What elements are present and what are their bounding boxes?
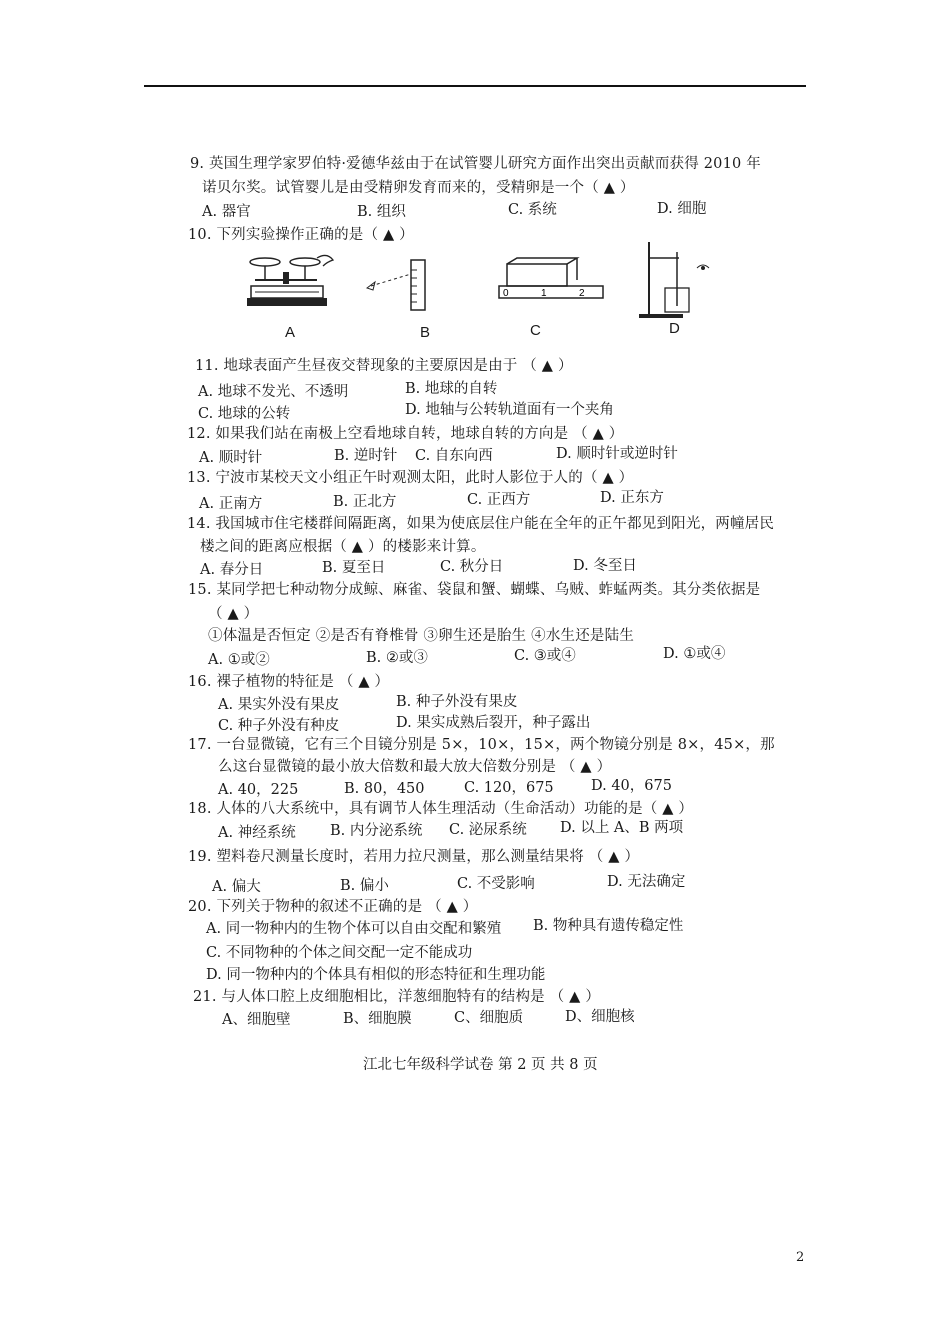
q21-option-c: C、细胞质 (454, 1010, 524, 1026)
q11-option-c: C. 地球的公转 (198, 406, 291, 422)
q20-option-b: B. 物种具有遗传稳定性 (533, 918, 684, 934)
balance-figure (243, 252, 343, 314)
q21-option-d: D、细胞核 (565, 1009, 635, 1025)
q20-option-d: D. 同一物种内的个体具有相似的形态特征和生理功能 (206, 967, 546, 983)
q10-stem: 10. 下列实验操作正确的是（ ▲ ） (188, 227, 414, 243)
q16-option-b: B. 种子外没有果皮 (396, 694, 518, 710)
q21-option-b: B、细胞膜 (343, 1011, 412, 1027)
q17-option-a: A. 40，225 (218, 782, 299, 798)
q18-option-d: D. 以上 A、B 两项 (560, 820, 684, 836)
q21-option-a: A、细胞壁 (222, 1012, 291, 1028)
q11-option-a: A. 地球不发光、不透明 (198, 384, 349, 400)
q17-option-c: C. 120，675 (464, 780, 554, 796)
thermometer-figure (633, 238, 725, 320)
q18-option-b: B. 内分泌系统 (330, 823, 423, 839)
header-rule (144, 85, 806, 87)
q17-option-b: B. 80，450 (344, 781, 425, 797)
q18-stem: 18. 人体的八大系统中，具有调节人体生理活动（生命活动）功能的是（ ▲ ） (188, 801, 694, 817)
q14-stem-line2: 楼之间的距离应根据（ ▲ ）的楼影来计算。 (200, 539, 486, 555)
q12-option-a: A. 顺时针 (199, 450, 263, 466)
q17-option-d: D. 40，675 (591, 778, 672, 794)
q12-option-d: D. 顺时针或逆时针 (556, 446, 678, 462)
q21-stem: 21. 与人体口腔上皮细胞相比，洋葱细胞特有的结构是 （ ▲ ） (193, 989, 601, 1005)
q15-option-c: C. ③或④ (514, 648, 576, 664)
q20-option-c: C. 不同物种的个体之间交配一定不能成功 (206, 945, 473, 961)
ruler-tick-0: 0 (503, 288, 509, 299)
q13-option-a: A. 正南方 (199, 496, 263, 512)
q15-stem-line1: 15. 某同学把七种动物分成鲸、麻雀、袋鼠和蟹、蝴蝶、乌贼、蚱蜢两类。其分类依据是 (188, 582, 761, 598)
q13-stem: 13. 宁波市某校天文小组正午时观测太阳，此时人影位于人的（ ▲ ） (187, 470, 634, 486)
q12-stem: 12. 如果我们站在南极上空看地球自转，地球自转的方向是 （ ▲ ） (187, 426, 624, 442)
q20-stem: 20. 下列关于物种的叙述不正确的是 （ ▲ ） (188, 899, 478, 915)
q10-label-c: C (530, 322, 541, 339)
q16-stem: 16. 裸子植物的特征是 （ ▲ ） (188, 674, 390, 690)
page-number: 2 (796, 1250, 805, 1265)
q18-option-c: C. 泌尿系统 (449, 822, 527, 838)
q19-option-d: D. 无法确定 (607, 874, 686, 890)
q19-option-c: C. 不受影响 (457, 876, 535, 892)
q14-option-b: B. 夏至日 (322, 560, 386, 576)
cylinder-figure (363, 256, 453, 316)
q14-option-d: D. 冬至日 (573, 558, 637, 574)
q16-option-d: D. 果实成熟后裂开，种子露出 (396, 715, 591, 731)
q14-option-c: C. 秋分日 (440, 559, 504, 575)
q9-option-a: A. 器官 (202, 204, 251, 220)
q13-option-d: D. 正东方 (600, 490, 664, 506)
q15-option-d: D. ①或④ (663, 646, 726, 662)
q19-stem: 19. 塑料卷尺测量长度时，若用力拉尺测量，那么测量结果将 （ ▲ ） (188, 849, 640, 865)
q17-stem-line1: 17. 一台显微镜，它有三个目镜分别是 5×，10×，15×，两个物镜分别是 8×，45×，那 (188, 737, 775, 753)
ruler-tick-2: 2 (579, 288, 585, 299)
q10-label-a: A (285, 324, 296, 341)
q13-option-c: C. 正西方 (467, 492, 531, 508)
q18-option-a: A. 神经系统 (218, 825, 296, 841)
q15-stem-line2: （ ▲ ） (208, 606, 259, 622)
q9-option-b: B. 组织 (357, 204, 406, 220)
q10-label-d: D (669, 320, 680, 337)
q16-option-a: A. 果实外没有果皮 (218, 697, 340, 713)
q16-option-c: C. 种子外没有种皮 (218, 718, 340, 734)
q10-label-b: B (420, 324, 431, 341)
q15-option-a: A. ①或② (208, 652, 270, 668)
q11-option-b: B. 地球的自转 (405, 381, 498, 397)
q11-option-d: D. 地轴与公转轨道面有一个夹角 (405, 402, 614, 418)
page-footer: 江北七年级科学试卷 第 2 页 共 8 页 (363, 1057, 598, 1073)
q15-option-b: B. ②或③ (366, 650, 428, 666)
q9-stem-line2: 诺贝尔奖。试管婴儿是由受精卵发育而来的，受精卵是一个（ ▲ ） (202, 180, 635, 196)
q9-option-c: C. 系统 (508, 202, 557, 218)
q20-option-a: A. 同一物种内的生物个体可以自由交配和繁殖 (206, 921, 502, 937)
q19-option-b: B. 偏小 (340, 878, 389, 894)
q11-stem: 11. 地球表面产生昼夜交替现象的主要原因是由于 （ ▲ ） (195, 358, 573, 374)
q15-criteria: ①体温是否恒定 ②是否有脊椎骨 ③卵生还是胎生 ④水生还是陆生 (208, 628, 635, 644)
q14-option-a: A. 春分日 (200, 562, 264, 578)
q9-stem-line1: 9. 英国生理学家罗伯特·爱德华兹由于在试管婴儿研究方面作出突出贡献而获得 2010 年 (190, 156, 761, 172)
ruler-figure (497, 256, 607, 316)
q9-option-d: D. 细胞 (657, 201, 707, 217)
q12-option-b: B. 逆时针 (334, 448, 398, 464)
q17-stem-line2: 么这台显微镜的最小放大倍数和最大放大倍数分别是 （ ▲ ） (218, 759, 612, 775)
q19-option-a: A. 偏大 (212, 879, 261, 895)
q10-figures (235, 238, 725, 348)
ruler-tick-1: 1 (541, 288, 547, 299)
q13-option-b: B. 正北方 (333, 494, 397, 510)
q12-option-c: C. 自东向西 (415, 448, 493, 464)
q14-stem-line1: 14. 我国城市住宅楼群间隔距离，如果为使底层住户能在全年的正午都见到阳光，两幢居民 (187, 516, 775, 532)
